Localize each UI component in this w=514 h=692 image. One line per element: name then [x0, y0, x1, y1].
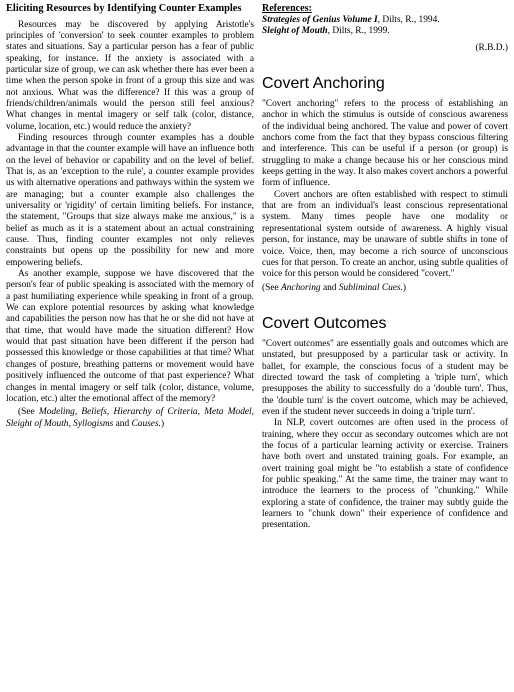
paragraph: Covert anchors are often established with respect to stimuli that are from an individual's least conscious representational system. Many times people have one modality or representational system outside of awareness. A highly visual person, for instance, may be unaware of subtle shifts in tone of voice. Voice, then, may become a rich source of unconscious cues for that person. To create an anchor, using subtle qualities of voice for this person would be considered "covert.": [262, 189, 508, 280]
reference-title: Sleight of Mouth: [262, 26, 328, 37]
author-initials: (R.B.D.): [475, 42, 508, 53]
reference-details: , Dilts, R., 1994.: [377, 15, 440, 25]
section-title-counter-examples: Eliciting Resources by Identifying Counter Examples: [6, 3, 242, 14]
paragraph: "Covert anchoring" refers to the process of establishing an anchor in which the stimulus is outside of conscious awareness of the individual being anchored. The value and power of covert anchors come from the fact that they bypass conscious filtering and interference. This can be useful if a person (or group) is struggling to make a change because his or her conscious mind keeps getting in the way. It also makes covert anchors a powerful form of influence.: [262, 99, 508, 189]
see-prefix: (See: [18, 407, 39, 418]
reference-item: [262, 15, 508, 26]
paragraph: Finding resources through counter examples has a double advantage in that the counter example will have an influence both on the level of behavior or capability and on the level of belief. That is, as an 'exception to the rule', a counter example provides us with alternative operations and pathways within the system we are managing; but a counter example also challenges the universality or 'rigidity' of certain limiting beliefs. For instance, the statement, "Groups that size always make me anxious," is a belief as much as it is a statement about an actual constraining cause. Thus, finding counter examples not only relieves constraints but opens up the possibility for new and more empowering beliefs.: [6, 132, 254, 268]
see-suffix: ): [402, 282, 407, 293]
see-also-line: [6, 407, 254, 430]
reference-details: , Dilts, R., 1999.: [327, 26, 390, 37]
heading-covert-outcomes: Covert Outcomes: [262, 314, 387, 332]
see-also-topic: Subliminal Cues.: [338, 282, 403, 293]
see-suffix: ): [160, 418, 165, 429]
left-column: [6, 3, 254, 430]
reference-item: [262, 26, 508, 37]
paragraph: In NLP, covert outcomes are often used in the process of training, where they occur as secondary outcomes which are not the focus of a particular learning activity or exercise. Trainers have both overt and unstated training goals. For example, an overt training goal might be "to establish a state of confidence for public speaking." At the same time, the trainer may want to introduce the learners to the process of "chunking." While exploring a state of confidence, the trainer may subtly guide the learners to "chunk down" their experience of confidence and presentation.: [262, 418, 508, 531]
paragraph: "Covert outcomes" are essentially goals and outcomes which are unstated, but presupposed by a particular task or activity. In ballet, for example, the conscious focus of a student may be directed toward the task of completing a 'triple turn', which presupposes the ability to successfully do a 'double turn'. Thus, the 'double turn' is the covert outcome, which may be achieved, even if the student never succeeds in doing a 'triple turn'.: [262, 338, 508, 417]
see-prefix: (See: [262, 282, 282, 293]
paragraph: As another example, suppose we have discovered that the person's fear of public speaking is associated with the memory of a past humiliating experience while speaking in front of a group. We can explore potential resources by asking what knowledge and capabilities the person now has that he or she did not have at that time, that would have made the situation different? How would that past situation have been different if the person had possessed this knowledge or those capabilities at that time? What changes of posture, breathing patterns or movement would have positively influenced the outcome of that past experience? What changes in mental imagery or self talk (color, distance, volume, location, etc.) alter the emotional affect of the memory?: [6, 269, 254, 404]
right-column: [262, 3, 508, 532]
see-also-last-topic: Causes.: [131, 418, 161, 429]
paragraph: Resources may be discovered by applying Aristotle's principles of 'conversion' to seek counter examples to problem states and situations. Say a particular person has a fear of public speaking, for instance. If the anxiety is associated with a particular size of group, we can ask whether there has ever been a time when the person spoke in front of a group this size and was not anxious. What was the difference? If this was a group of friends/children/animals would the person still feel anxious? What changes in mental imagery or self talk (color, distance, volume, location, etc.) would reduce the anxiety?: [6, 19, 254, 132]
see-also-topics: Modeling, Beliefs, Hierarchy of Criteria, Meta Model, Sleight of Mouth, Syllogisms: [6, 407, 254, 429]
see-and: and: [320, 282, 339, 293]
see-also-line: [262, 283, 508, 294]
heading-covert-anchoring: Covert Anchoring: [262, 75, 385, 93]
see-also-topic: Anchoring: [281, 282, 321, 293]
reference-title: Strategies of Genius Volume I: [262, 15, 378, 25]
see-and: and: [113, 418, 132, 429]
references-heading: References:: [262, 3, 312, 14]
